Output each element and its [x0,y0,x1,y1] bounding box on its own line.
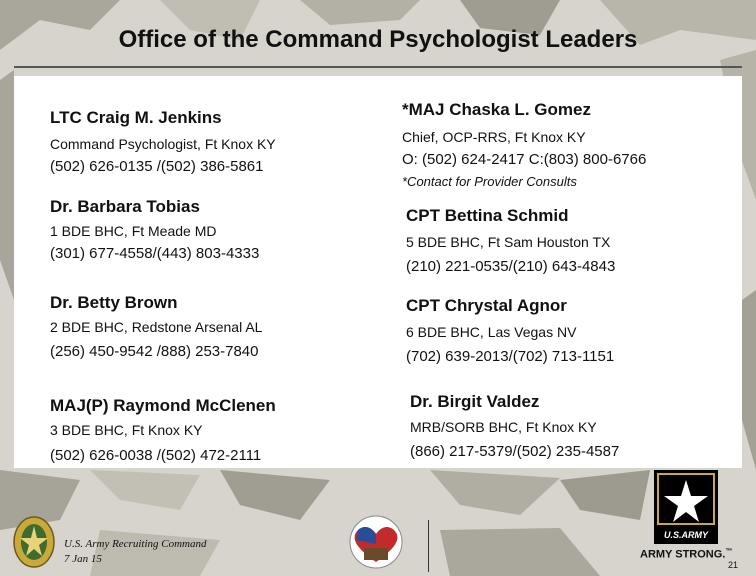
hearts-emblem-icon [338,514,414,570]
army-badge-label: U.S.ARMY [663,530,708,540]
contact-card [50,396,276,464]
page-title: Office of the Command Psychologist Leaders [118,26,638,53]
contact-title: Chief, OCP-RRS, Ft Knox KY [402,129,586,145]
contact-card [406,296,614,365]
contact-name: Dr. Barbara Tobias [50,197,200,216]
contact-phone: (502) 626-0135 /(502) 386-5861 [50,158,264,175]
contact-phone: (210) 221-0535/(210) 643-4843 [406,258,616,275]
contact-phone: O: (502) 624-2417 C:(803) 800-6766 [402,151,647,168]
contact-phone: (502) 626-0038 /(502) 472-2111 [50,447,262,464]
contact-title: 5 BDE BHC, Ft Sam Houston TX [406,234,611,250]
contact-title: MRB/SORB BHC, Ft Knox KY [410,419,597,435]
contact-title: 2 BDE BHC, Redstone Arsenal AL [50,319,263,335]
contact-note: *Contact for Provider Consults [402,174,577,189]
contact-name: CPT Chrystal Agnor [406,296,567,315]
contact-name: *MAJ Chaska L. Gomez [402,100,591,119]
recruiting-command-insignia-icon [10,512,58,570]
contact-title: Command Psychologist, Ft Knox KY [50,136,276,152]
contact-title: 6 BDE BHC, Las Vegas NV [406,324,577,340]
footer-date: 7 Jan 15 [64,553,102,565]
contact-phone: (702) 639-2013/(702) 713-1151 [406,348,615,365]
contact-name: MAJ(P) Raymond McClenen [50,396,276,415]
footer-divider [428,520,429,572]
army-strong-label: ARMY STRONG. [640,548,726,561]
contact-name: LTC Craig M. Jenkins [50,108,222,127]
contact-card [410,392,619,460]
contact-card [50,293,262,360]
army-strong-text [640,548,732,561]
contact-title: 3 BDE BHC, Ft Knox KY [50,422,203,438]
contact-title: 1 BDE BHC, Ft Meade MD [50,223,217,239]
contact-phone: (866) 217-5379/(502) 235-4587 [410,443,620,460]
contact-phone: (301) 677-4558/(443) 803-4333 [50,245,260,262]
army-logo [654,470,718,544]
contact-card [406,206,615,275]
contact-name: CPT Bettina Schmid [406,206,569,225]
title-divider [14,66,742,68]
contact-card [50,108,276,175]
army-strong-trademark: ™ [725,548,733,555]
footer-org: U.S. Army Recruiting Command [64,538,207,550]
page-number: 21 [728,560,739,570]
contact-phone: (256) 450-9542 /888) 253-7840 [50,343,259,360]
footer-org-block [64,537,206,567]
contact-name: Dr. Birgit Valdez [410,392,540,411]
contact-card [50,197,259,262]
contact-name: Dr. Betty Brown [50,293,178,312]
contact-card [402,100,646,189]
